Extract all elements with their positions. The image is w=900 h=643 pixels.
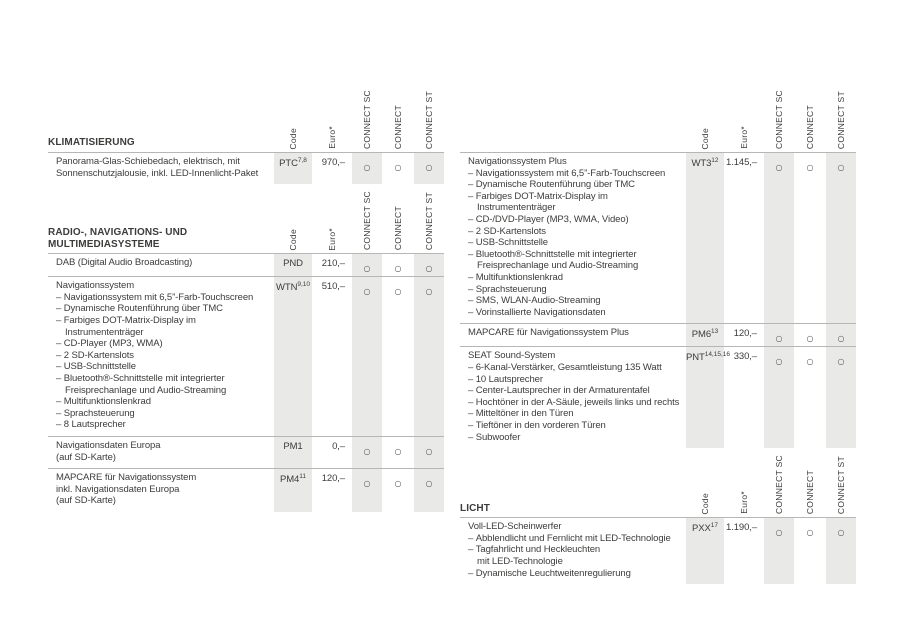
bullet-line: – Multifunktionslenkrad: [477, 272, 684, 284]
price: 120,–: [733, 328, 757, 340]
row-title-line: (auf SD-Karte): [56, 495, 116, 507]
availability-cell-connect-st: [414, 277, 444, 436]
feature-bullet: [468, 568, 684, 580]
column-header-label: CONNECT ST: [835, 90, 846, 150]
feature-bullet: [468, 385, 684, 397]
bullet-line: – Dynamische Leuchtweitenregulierung: [477, 568, 684, 580]
column-header-label: CONNECT ST: [423, 192, 434, 251]
bullet-line: Instrumententräger: [65, 326, 144, 338]
availability-circle: ○: [425, 447, 433, 456]
bullet-line: – Vorinstallierte Navigationsdaten: [477, 307, 684, 319]
table-row: [48, 153, 444, 184]
bullet-line: – Bluetooth®-Schnittstelle mit integrierter: [65, 373, 272, 385]
availability-circle: ○: [806, 357, 814, 367]
bullet-line: Freisprechanlage und Audio-Streaming: [477, 260, 639, 272]
availability-cell-connect-sc: [764, 153, 794, 323]
code-cell: [274, 437, 312, 468]
availability-cell-connect: [794, 518, 826, 584]
column-header-cell: [686, 128, 724, 150]
table-section: [460, 455, 856, 584]
code-footnote: 7,8: [297, 157, 307, 165]
bullet-line: – Dynamische Routenführung über TMC: [65, 303, 272, 315]
column-header-cell: [414, 192, 444, 250]
section-header: [460, 455, 856, 518]
availability-circle: ○: [394, 287, 402, 297]
availability-cell-connect: [794, 347, 826, 448]
availability-cell-connect-st: [826, 518, 856, 584]
price: 0,–: [332, 441, 345, 452]
bullet-line: – Mitteltöner in den Türen: [477, 408, 684, 420]
option-code: PND: [283, 258, 303, 270]
price: 330,–: [733, 351, 757, 363]
availability-cell-connect-st: [826, 324, 856, 346]
availability-circle: ○: [363, 264, 371, 274]
bullet-line: Instrumententräger: [477, 202, 556, 214]
availability-circle: ○: [394, 163, 402, 173]
availability-circle: ○: [425, 287, 433, 297]
bullet-line: – Farbiges DOT-Matrix-Display im: [477, 191, 684, 203]
feature-bullet: [468, 284, 684, 296]
availability-circle: ○: [806, 334, 814, 344]
code-cell: [686, 153, 724, 323]
bullet-line: – Navigationssystem mit 6,5”-Farb-Touchscreen: [477, 168, 684, 180]
availability-cell-connect: [794, 324, 826, 346]
bullet-line: – 8 Lautsprecher: [65, 419, 272, 431]
column-header-label: Euro*: [326, 227, 337, 251]
bullet-line: – Subwoofer: [477, 432, 684, 444]
bullet-line: – 10 Lautsprecher: [477, 374, 684, 386]
option-code: PM1: [283, 441, 303, 452]
column-header-cell: [352, 191, 382, 250]
row-title-line: MAPCARE für Navigationssystem Plus: [468, 327, 629, 339]
feature-bullet: [468, 237, 684, 249]
availability-circle: ○: [394, 447, 402, 456]
bullet-line: – Sprachsteuerung: [65, 408, 272, 420]
bullet-line: – Farbiges DOT-Matrix-Display im: [65, 315, 272, 327]
availability-cell-connect: [794, 153, 826, 323]
column-header-cell: [382, 105, 414, 149]
price-cell: [724, 153, 764, 323]
bullet-line: mit LED-Technologie: [477, 555, 563, 567]
table-row: [460, 518, 856, 584]
feature-bullet: [468, 408, 684, 420]
table-row: [48, 254, 444, 276]
row-text: [48, 437, 274, 468]
option-code: PNT: [686, 352, 705, 364]
column-header-label: CONNECT ST: [835, 456, 846, 515]
section-title-line: RADIO-, NAVIGATIONS- UND: [48, 227, 188, 239]
code-cell: [274, 277, 312, 436]
price-cell: [724, 324, 764, 346]
availability-cell-connect-sc: [352, 254, 382, 276]
row-text: [460, 518, 686, 584]
row-title-line: Navigationssystem Plus: [468, 156, 567, 168]
code-cell: [274, 153, 312, 184]
availability-circle: ○: [425, 163, 433, 173]
availability-circle: ○: [363, 447, 371, 456]
bullet-line: Freisprechanlage und Audio-Streaming: [65, 384, 227, 396]
row-title-line: SEAT Sound-System: [468, 350, 556, 362]
availability-cell-connect-st: [826, 347, 856, 448]
availability-circle: ○: [425, 264, 433, 274]
bullet-line: – 2 SD-Kartenslots: [65, 350, 272, 362]
price: 1.145,–: [726, 157, 757, 169]
section-title-line: MULTIMEDIASYSTEME: [48, 238, 160, 250]
section-title: [460, 503, 686, 515]
row-title-line: (auf SD-Karte): [56, 451, 116, 463]
section-header: [460, 90, 856, 153]
table-row: [48, 436, 444, 468]
table-row: [460, 153, 856, 323]
feature-bullet: [56, 419, 272, 431]
column-header-cell: [312, 228, 352, 251]
table-section: [48, 90, 444, 184]
bullet-line: – USB-Schnittstelle: [477, 237, 684, 249]
section-title-line: LICHT: [460, 502, 490, 514]
column-header-label: Code: [699, 127, 710, 150]
price-cell: [724, 518, 764, 584]
code-footnote: 17: [710, 522, 718, 530]
feature-bullet: [468, 420, 684, 432]
options-table-right: [460, 90, 856, 584]
feature-bullet: [468, 249, 684, 272]
option-code: PM6: [691, 329, 711, 341]
availability-cell-connect-sc: [764, 518, 794, 584]
section-title: [48, 227, 274, 250]
price: 120,–: [321, 473, 345, 485]
column-header-cell: [312, 126, 352, 149]
price-cell: [312, 254, 352, 276]
price-cell: [312, 277, 352, 436]
availability-circle: ○: [806, 163, 814, 173]
table-row: [460, 323, 856, 346]
column-header-cell: [382, 206, 414, 250]
column-header-label: CONNECT SC: [773, 90, 784, 150]
bullet-line: – USB-Schnittstelle: [65, 361, 272, 373]
column-header-label: Euro*: [326, 126, 337, 150]
option-code: WT3: [691, 158, 712, 170]
bullet-line: – Navigationssystem mit 6,5”-Farb-Touchscreen: [65, 292, 272, 304]
availability-cell-connect-sc: [352, 277, 382, 436]
column-header-label: CONNECT SC: [361, 90, 372, 150]
option-code: PM4: [280, 474, 300, 486]
column-header-cell: [352, 90, 382, 149]
option-code: PXX: [692, 523, 711, 535]
code-cell: [686, 347, 731, 448]
feature-bullet: [56, 361, 272, 373]
availability-cell-connect-st: [414, 437, 444, 468]
column-header-label: CONNECT ST: [423, 90, 434, 150]
price-cell: [312, 153, 352, 184]
availability-circle: ○: [775, 357, 783, 367]
code-cell: [274, 469, 312, 512]
column-header-label: Euro*: [738, 126, 749, 150]
availability-cell-connect-sc: [764, 347, 794, 448]
code-footnote: 9,10: [297, 281, 310, 289]
feature-bullet: [468, 191, 684, 214]
feature-bullet: [468, 295, 684, 307]
feature-bullet: [468, 544, 684, 567]
feature-bullet: [56, 373, 272, 396]
feature-bullet: [468, 272, 684, 284]
column-header-cell: [724, 491, 764, 514]
column-header-cell: [724, 126, 764, 149]
row-title-line: Navigationsdaten Europa: [56, 440, 161, 451]
bullet-line: – CD-/DVD-Player (MP3, WMA, Video): [477, 214, 684, 226]
row-text: [48, 254, 274, 276]
price: 510,–: [321, 281, 345, 293]
code-cell: [274, 254, 312, 276]
code-footnote: 13: [711, 328, 719, 336]
table-row: [48, 276, 444, 436]
feature-bullet: [56, 303, 272, 315]
bullet-line: – 2 SD-Kartenslots: [477, 226, 684, 238]
section-header: [48, 191, 444, 254]
feature-bullet: [468, 214, 684, 226]
feature-bullet: [468, 533, 684, 545]
column-header-label: CONNECT SC: [361, 191, 372, 251]
code-cell: [686, 324, 724, 346]
bullet-line: – SMS, WLAN-Audio-Streaming: [477, 295, 684, 307]
availability-circle: ○: [425, 479, 433, 489]
availability-circle: ○: [775, 334, 783, 344]
column-header-label: Code: [287, 127, 298, 150]
availability-cell-connect-sc: [352, 469, 382, 512]
availability-circle: ○: [394, 479, 402, 489]
code-footnote: 14,15,16: [704, 351, 731, 359]
row-title-line: DAB (Digital Audio Broadcasting): [56, 257, 193, 269]
bullet-line: – Abblendlicht und Fernlicht mit LED-Technologie: [477, 533, 684, 545]
bullet-line: – 6-Kanal-Verstärker, Gesamtleistung 135 Watt: [477, 362, 684, 374]
availability-circle: ○: [837, 334, 845, 344]
column-header-cell: [826, 456, 856, 514]
availability-cell-connect-st: [414, 254, 444, 276]
option-code: PTC: [279, 158, 298, 170]
row-text: [460, 347, 686, 448]
price-cell: [312, 469, 352, 512]
column-header-label: CONNECT: [392, 206, 403, 251]
feature-bullet: [468, 226, 684, 238]
column-header-label: Code: [699, 492, 710, 515]
availability-circle: ○: [775, 528, 783, 538]
code-footnote: 11: [299, 473, 306, 481]
availability-cell-connect-st: [826, 153, 856, 323]
column-header-cell: [794, 470, 826, 514]
availability-circle: ○: [837, 163, 845, 173]
availability-circle: ○: [837, 528, 845, 538]
price: 1.190,–: [726, 522, 757, 534]
bullet-line: – Sprachsteuerung: [477, 284, 684, 296]
code-cell: [686, 518, 724, 584]
code-footnote: 12: [711, 157, 719, 165]
availability-cell-connect-st: [414, 153, 444, 184]
column-header-cell: [686, 493, 724, 515]
feature-bullet: [56, 292, 272, 304]
bullet-line: – CD-Player (MP3, WMA): [65, 338, 272, 350]
row-text: [48, 277, 274, 436]
feature-bullet: [56, 396, 272, 408]
column-header-label: Code: [287, 228, 298, 251]
availability-circle: ○: [394, 264, 402, 274]
table-row: [48, 468, 444, 512]
column-header-cell: [764, 90, 794, 149]
availability-cell-connect: [382, 153, 414, 184]
bullet-line: – Tagfahrlicht und Heckleuchten: [477, 544, 684, 556]
bullet-line: – Bluetooth®-Schnittstelle mit integrierter: [477, 249, 684, 261]
price-cell: [724, 347, 764, 448]
availability-cell-connect-st: [414, 469, 444, 512]
availability-cell-connect-sc: [352, 437, 382, 468]
table-section: [460, 90, 856, 448]
feature-bullet: [468, 362, 684, 374]
feature-bullet: [56, 408, 272, 420]
feature-bullet: [468, 397, 684, 409]
feature-bullet: [468, 307, 684, 319]
availability-circle: ○: [837, 357, 845, 367]
price-cell: [312, 437, 352, 468]
column-header-cell: [826, 91, 856, 149]
bullet-line: – Tieftöner in den vorderen Türen: [477, 420, 684, 432]
section-title: [48, 137, 274, 149]
row-text: [48, 469, 274, 512]
availability-cell-connect-sc: [352, 153, 382, 184]
column-header-cell: [274, 128, 312, 150]
row-title-line: Sonnenschutzjalousie, inkl. LED-Innenlicht-Paket: [56, 167, 259, 179]
feature-bullet: [56, 338, 272, 350]
options-table-left: [48, 90, 444, 512]
feature-bullet: [468, 432, 684, 444]
column-header-cell: [794, 105, 826, 149]
row-text: [460, 324, 686, 346]
row-title-line: Panorama-Glas-Schiebedach, elektrisch, mit: [56, 156, 240, 168]
column-header-cell: [764, 455, 794, 514]
feature-bullet: [56, 315, 272, 338]
row-title-line: Voll-LED-Scheinwerfer: [468, 521, 562, 533]
feature-bullet: [468, 374, 684, 386]
availability-cell-connect-sc: [764, 324, 794, 346]
availability-circle: ○: [363, 163, 371, 173]
bullet-line: – Multifunktionslenkrad: [65, 396, 272, 408]
row-text: [460, 153, 686, 323]
bullet-line: – Center-Lautsprecher in der Armaturentafel: [477, 385, 684, 397]
feature-bullet: [468, 168, 684, 180]
availability-cell-connect: [382, 437, 414, 468]
table-section: [48, 191, 444, 512]
column-header-label: CONNECT: [392, 104, 403, 150]
availability-circle: ○: [775, 163, 783, 173]
row-title-line: Navigationssystem: [56, 280, 135, 292]
availability-circle: ○: [806, 528, 814, 538]
row-title-line: inkl. Navigationsdaten Europa: [56, 483, 180, 495]
price: 970,–: [321, 157, 345, 169]
feature-bullet: [56, 350, 272, 362]
availability-circle: ○: [363, 287, 371, 297]
column-header-label: Euro*: [738, 491, 749, 515]
table-row: [460, 346, 856, 448]
bullet-line: – Dynamische Routenführung über TMC: [477, 179, 684, 191]
row-title-line: MAPCARE für Navigationssystem: [56, 472, 197, 484]
bullet-line: – Hochtöner in der A-Säule, jeweils links und rechts: [477, 397, 684, 409]
availability-circle: ○: [363, 479, 371, 489]
feature-bullet: [468, 179, 684, 191]
row-text: [48, 153, 274, 184]
option-code: WTN: [276, 282, 298, 294]
column-header-label: CONNECT SC: [773, 455, 784, 515]
availability-cell-connect: [382, 469, 414, 512]
column-header-cell: [274, 229, 312, 251]
column-header-cell: [414, 91, 444, 149]
price: 210,–: [321, 258, 345, 270]
section-header: [48, 90, 444, 153]
column-header-label: CONNECT: [804, 470, 815, 515]
availability-cell-connect: [382, 254, 414, 276]
section-title-line: KLIMATISIERUNG: [48, 137, 135, 149]
availability-cell-connect: [382, 277, 414, 436]
column-header-label: CONNECT: [804, 104, 815, 150]
